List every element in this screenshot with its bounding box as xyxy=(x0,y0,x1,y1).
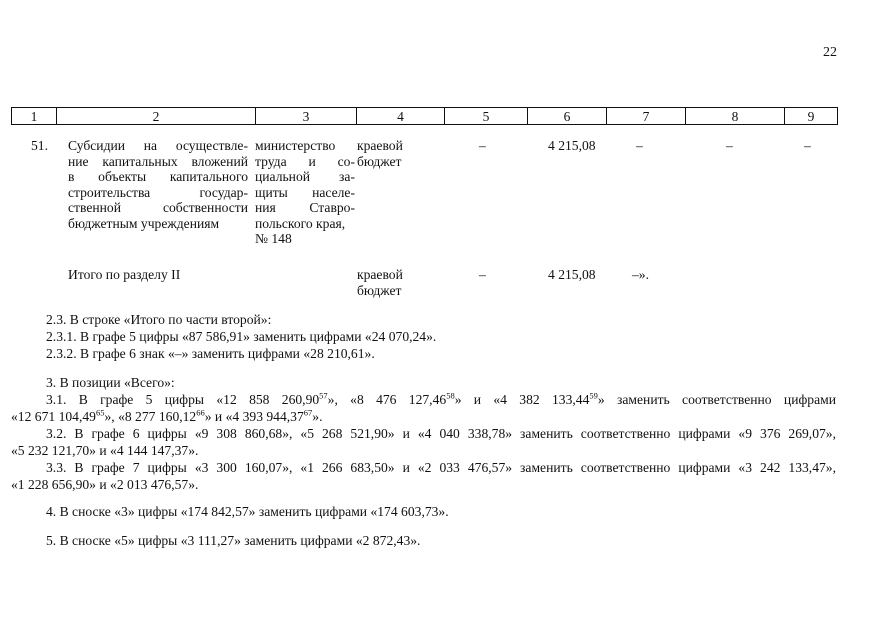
ministry-line: ния Ставро- xyxy=(255,200,355,215)
ministry-line: № 148 xyxy=(255,231,292,246)
row-col9: – xyxy=(804,138,811,153)
text: 3.1. В графе 5 цифры «12 858 260,90 xyxy=(46,392,320,407)
paragraph-3-1 xyxy=(11,391,836,425)
col-header-7: 7 xyxy=(607,108,686,125)
text: ». xyxy=(312,409,323,424)
total-budget-cell xyxy=(357,267,403,298)
ministry-line: щиты населе- xyxy=(255,184,355,200)
text: » и «4 393 944,37 xyxy=(204,409,304,424)
row-name-line: строительства государ- xyxy=(68,184,248,200)
page-number: 22 xyxy=(823,45,837,60)
ministry-line: министерство xyxy=(255,138,336,153)
text: », «8 476 127,46 xyxy=(327,392,447,407)
row-name-line: ние капитальных вложений xyxy=(68,153,248,169)
paragraph-3-3-line1: 3.3. В графе 7 цифры «3 300 160,07», «1 266 683,50» и «2 033 476,57» заменить соответственно цифрами «3 242 133,47», xyxy=(46,460,836,475)
col-header-5: 5 xyxy=(445,108,528,125)
superscript: 59 xyxy=(589,390,598,401)
table-header-row xyxy=(11,107,838,125)
row-name-line: бюджетным учреждениям xyxy=(68,215,220,231)
ministry-line: труда и со- xyxy=(255,153,355,169)
paragraph-3-2 xyxy=(11,425,836,459)
superscript: 58 xyxy=(446,390,455,401)
superscript: 65 xyxy=(95,407,105,418)
ministry-line: циальной за- xyxy=(255,169,355,184)
row-name-cell xyxy=(68,138,248,231)
paragraph-5: 5. В сноске «5» цифры «3 111,27» заменить цифрами «2 872,43». xyxy=(46,533,421,548)
paragraph-3-2-line2: «5 232 121,70» и «4 144 147,37». xyxy=(11,443,199,458)
text: », «8 277 160,12 xyxy=(104,409,197,424)
row-number: 51. xyxy=(31,138,48,153)
col-header-3: 3 xyxy=(256,108,357,125)
col-header-9: 9 xyxy=(785,108,838,125)
total-col6: 4 215,08 xyxy=(548,267,596,282)
budget-line: бюджет xyxy=(357,153,402,169)
col-header-8: 8 xyxy=(686,108,785,125)
row-col7: – xyxy=(636,138,643,153)
row-col5: – xyxy=(479,138,486,153)
text: » и «4 382 133,44 xyxy=(454,392,590,407)
ministry-line: польского края, xyxy=(255,215,346,231)
row-budget-cell xyxy=(357,138,403,169)
col-header-4: 4 xyxy=(357,108,445,125)
total-col7: –». xyxy=(632,267,649,282)
paragraph-3-1-line1 xyxy=(11,391,836,408)
paragraph-3-1-line2 xyxy=(11,409,322,424)
budget-line: краевой xyxy=(357,267,403,282)
paragraph-3-2-line1: 3.2. В графе 6 цифры «9 308 860,68», «5 268 521,90» и «4 040 338,78» заменить соответственно цифрами «9 376 269,07», xyxy=(46,426,836,441)
text: «12 671 104,49 xyxy=(11,409,96,424)
paragraph-2-3-1: 2.3.1. В графе 5 цифры «87 586,91» заменить цифрами «24 070,24». xyxy=(46,329,437,344)
paragraph-3-heading: 3. В позиции «Всего»: xyxy=(46,375,175,390)
row-col6: 4 215,08 xyxy=(548,138,596,153)
paragraph-2-3-heading: 2.3. В строке «Итого по части второй»: xyxy=(46,312,272,327)
row-name-line: ственной собственности xyxy=(68,200,248,215)
budget-line: бюджет xyxy=(357,282,402,298)
paragraph-2-3-2: 2.3.2. В графе 6 знак «–» заменить цифрами «28 210,61». xyxy=(46,346,375,361)
paragraph-3-3 xyxy=(11,459,836,493)
superscript: 57 xyxy=(319,390,328,401)
budget-line: краевой xyxy=(357,138,403,153)
superscript: 67 xyxy=(303,407,313,418)
row-name-line: Субсидии на осуществле- xyxy=(68,138,248,153)
row-col8: – xyxy=(726,138,733,153)
text: » заменить соответственно цифрами xyxy=(597,392,836,407)
row-ministry-cell xyxy=(255,138,355,247)
total-label: Итого по разделу II xyxy=(68,267,181,282)
paragraph-4: 4. В сноске «3» цифры «174 842,57» заменить цифрами «174 603,73». xyxy=(46,504,449,519)
col-header-6: 6 xyxy=(528,108,607,125)
paragraph-3-3-line2: «1 228 656,90» и «2 013 476,57». xyxy=(11,477,199,492)
col-header-2: 2 xyxy=(57,108,256,125)
col-header-1: 1 xyxy=(12,108,57,125)
row-name-line: в объекты капитального xyxy=(68,169,248,184)
total-col5: – xyxy=(479,267,486,282)
superscript: 66 xyxy=(196,407,205,418)
